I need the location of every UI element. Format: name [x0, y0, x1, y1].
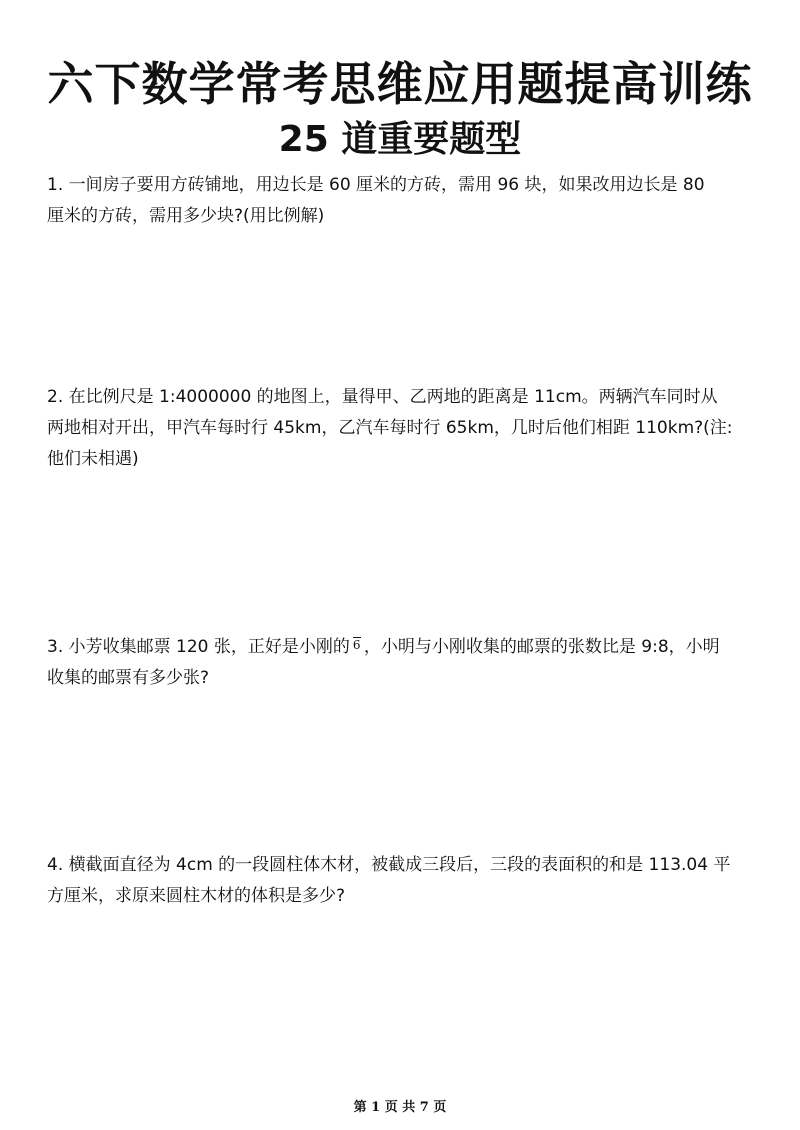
page-title: 六下数学常考思维应用题提高训练: [47, 57, 753, 111]
question-4: [47, 850, 759, 912]
question-3-line-1-end: ，小明与小刚收集的邮票的张数比是 9:8，小明: [363, 637, 720, 657]
question-4-line-1: 4. 横截面直径为 4cm 的一段圆柱体木材，被截成三段后，三段的表面积的和是 113.04 平: [47, 855, 731, 875]
page-number: 第 1 页 共 7 页: [353, 1100, 447, 1115]
question-2-line-3: 他们未相遇): [47, 449, 139, 469]
question-2-line-2: 两地相对开出，甲汽车每时行 45km，乙汽车每时行 65km，几时后他们相距 110km?(注:: [47, 418, 733, 438]
question-1: [47, 170, 759, 232]
page-subtitle: 25 道重要题型: [278, 119, 522, 160]
question-3: [47, 632, 759, 694]
question-1-line-2: 厘米的方砖，需用多少块?(用比例解): [47, 206, 325, 226]
question-1-line-1: 1. 一间房子要用方砖铺地，用边长是 60 厘米的方砖，需用 96 块，如果改用边长是 80: [47, 175, 705, 195]
fraction-denominator: 6: [352, 638, 361, 652]
question-4-line-2: 方厘米，求原来圆柱木材的体积是多少?: [47, 886, 346, 906]
question-3-line-2: 收集的邮票有多少张?: [47, 668, 210, 688]
question-2: [47, 382, 759, 475]
question-3-line-1-start: 3. 小芳收集邮票 120 张，正好是小刚的: [47, 637, 350, 657]
fraction: [352, 636, 362, 654]
question-3-line-1: [47, 632, 759, 663]
question-2-line-1: 2. 在比例尺是 1:4000000 的地图上，量得甲、乙两地的距离是 11cm。两辆汽车同时从: [47, 387, 718, 407]
